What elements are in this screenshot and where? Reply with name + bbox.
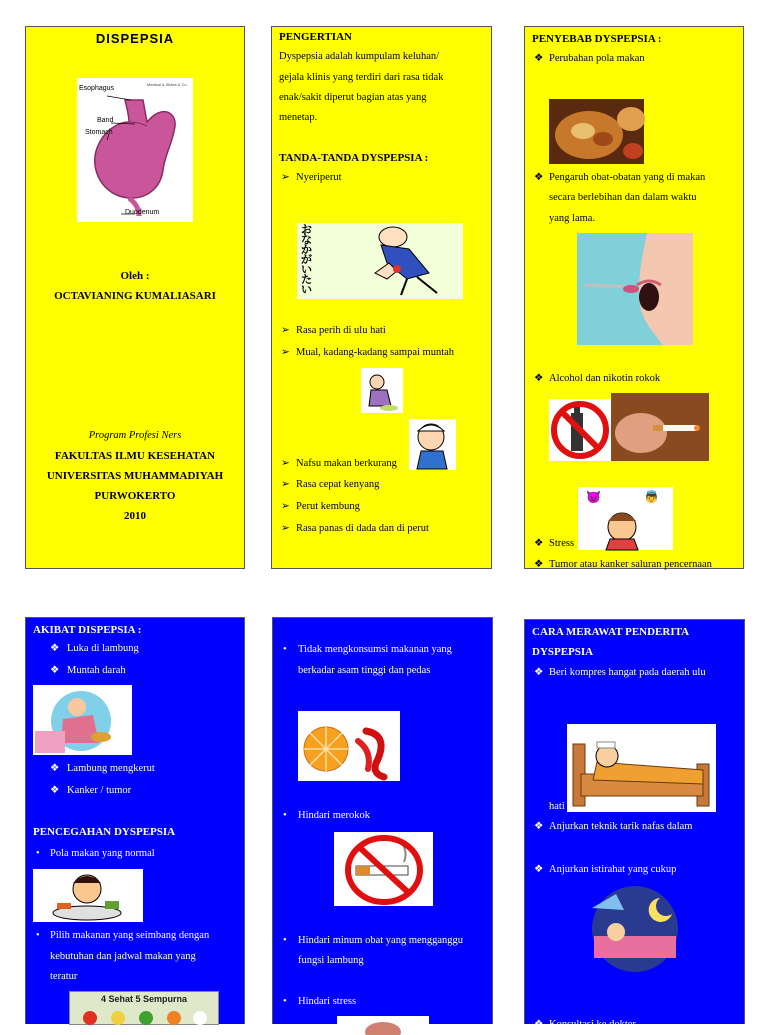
prevention-item: teratur — [50, 971, 78, 982]
prevention-heading: PENCEGAHAN DYSPEPSIA — [33, 826, 176, 838]
duodenum-label: Duodenum — [125, 209, 160, 216]
orange-chili-image — [298, 711, 400, 781]
diamond-bullet-icon: ❖ — [534, 53, 544, 64]
image-credit: Medical & Slides & Co. — [147, 82, 188, 87]
diamond-bullet-icon: ❖ — [534, 667, 544, 678]
band-label: Band — [97, 117, 114, 124]
food-image — [549, 99, 644, 164]
care-item: Konsultasi ke dokter — [549, 1019, 636, 1030]
arrow-bullet-icon: ➢ — [281, 479, 290, 490]
round-bullet-icon: • — [36, 930, 40, 941]
cover-panel — [25, 26, 245, 569]
prevention-item: Hindari minum obat yang mengganggu — [298, 935, 464, 946]
brochure-title: DISPEPSIA — [95, 31, 175, 46]
diamond-bullet-icon: ❖ — [534, 559, 544, 570]
four-healthy-five-perfect-poster — [69, 991, 219, 1025]
prevention-item: Hindari stress — [298, 996, 357, 1007]
signs-heading: TANDA-TANDA DYSPEPSIA : — [279, 152, 429, 164]
prevention-item: Pola makan yang normal — [50, 848, 155, 859]
stomach-label: Stomach — [85, 129, 113, 136]
sign-item: Mual, kadang-kadang sampai muntah — [296, 347, 455, 358]
poster-title: 4 Sehat 5 Sempurna — [100, 994, 188, 1004]
effects-heading: AKIBAT DISPEPSIA : — [33, 624, 142, 636]
cause-item: Perubahan pola makan — [549, 53, 645, 64]
year: 2010 — [124, 510, 146, 522]
diamond-bullet-icon: ❖ — [50, 763, 60, 774]
city-name: PURWOKERTO — [94, 490, 176, 502]
round-bullet-icon: • — [283, 996, 287, 1007]
by-label: Oleh : — [120, 270, 150, 282]
sign-item: Rasa panas di dada dan di perut — [296, 523, 429, 534]
sick-person-image — [33, 685, 132, 755]
stress-cartoon-image — [578, 487, 673, 550]
japanese-text: おなかがいたい — [301, 223, 312, 296]
effect-item: Lambung mengkerut — [67, 763, 155, 774]
nausea-cartoon-image — [361, 368, 403, 413]
svg-text:😈: 😈 — [586, 490, 601, 504]
arrow-bullet-icon: ➢ — [281, 523, 290, 534]
prevention-continued-panel — [272, 617, 493, 1024]
round-bullet-icon: • — [283, 810, 287, 821]
sign-item: Nyeriperut — [296, 172, 342, 183]
care-item: Beri kompres hangat pada daerah ulu — [549, 667, 706, 678]
effect-item: Muntah darah — [67, 665, 126, 676]
effect-item: Luka di lambung — [67, 643, 139, 654]
diamond-bullet-icon: ❖ — [534, 373, 544, 384]
prevention-item: kebutuhan dan jadwal makan yang — [50, 951, 196, 962]
care-panel — [524, 619, 745, 1030]
prevention-item: fungsi lambung — [298, 955, 364, 966]
svg-text:👼: 👼 — [644, 490, 659, 504]
sick-in-bed-image — [567, 724, 716, 812]
sign-item: Perut kembung — [296, 501, 360, 512]
care-heading: CARA MERAWAT PENDERITA — [532, 626, 690, 638]
effects-prevention-panel — [25, 617, 245, 1024]
cause-item: Tumor atau kanker saluran pencernaan — [549, 559, 712, 570]
causes-panel — [524, 26, 744, 569]
sign-item: Nafsu makan berkurang — [296, 458, 397, 469]
medicine-spoon-image — [577, 233, 693, 345]
arrow-bullet-icon: ➢ — [281, 458, 290, 469]
eating-child-image — [33, 869, 143, 922]
causes-heading: PENYEBAB DYSPEPSIA : — [532, 33, 662, 45]
sign-item: Rasa perih di ulu hati — [296, 325, 386, 336]
arrow-bullet-icon: ➢ — [281, 501, 290, 512]
diamond-bullet-icon: ❖ — [534, 821, 544, 832]
cause-item: Pengaruh obat-obatan yang di makan — [549, 172, 706, 183]
care-item: Anjurkan teknik tarik nafas dalam — [549, 821, 693, 832]
stomachache-cartoon-image — [297, 223, 463, 299]
no-smoking-icon — [334, 832, 433, 906]
cause-item: Alcohol dan nikotin rokok — [549, 373, 661, 384]
diamond-bullet-icon: ❖ — [50, 643, 60, 654]
care-item: Anjurkan istirahat yang cukup — [549, 864, 677, 875]
definition-heading: PENGERTIAN — [279, 31, 352, 43]
university-name: UNIVERSITAS MUHAMMADIYAH — [46, 470, 224, 482]
care-item-continued: hati — [549, 801, 565, 812]
definition-line: Dyspepsia adalah kumpulam keluhan/ — [279, 51, 440, 62]
definition-panel — [271, 26, 492, 569]
round-bullet-icon: • — [283, 935, 287, 946]
stress-face-image — [337, 1016, 429, 1025]
cause-item: secara berlebihan dan dalam waktu — [549, 192, 697, 203]
diamond-bullet-icon: ❖ — [534, 1019, 544, 1030]
arrow-bullet-icon: ➢ — [281, 172, 290, 183]
definition-line: menetap. — [279, 112, 318, 123]
definition-line: enak/sakit diperut bagian atas yang — [279, 92, 427, 103]
arrow-bullet-icon: ➢ — [281, 347, 290, 358]
faculty-name: FAKULTAS ILMU KESEHATAN — [54, 450, 216, 462]
effect-item: Kanker / tumor — [67, 785, 132, 796]
prevention-item: Hindari merokok — [298, 810, 371, 821]
round-bullet-icon: • — [36, 848, 40, 859]
diamond-bullet-icon: ❖ — [50, 785, 60, 796]
smoking-hand-image — [611, 393, 709, 461]
diamond-bullet-icon: ❖ — [534, 538, 544, 549]
no-alcohol-icon — [549, 399, 612, 461]
esophagus-label: Esophagus — [79, 85, 115, 92]
cause-item: Stress — [549, 538, 575, 549]
sleeping-night-image — [580, 884, 690, 974]
prevention-item: berkadar asam tinggi dan pedas — [298, 665, 431, 676]
diamond-bullet-icon: ❖ — [534, 172, 544, 183]
arrow-bullet-icon: ➢ — [281, 325, 290, 336]
prevention-item: Pilih makanan yang seimbang dengan — [50, 930, 210, 941]
definition-line: gejala klinis yang terdiri dari rasa tidak — [279, 72, 444, 83]
round-bullet-icon: • — [283, 644, 287, 655]
lost-appetite-cartoon-image — [409, 419, 456, 470]
sign-item: Rasa cepat kenyang — [296, 479, 380, 490]
program-name: Program Profesi Ners — [88, 430, 182, 441]
diamond-bullet-icon: ❖ — [534, 864, 544, 875]
author-name: OCTAVIANING KUMALIASARI — [54, 290, 216, 302]
stomach-anatomy-image — [77, 78, 193, 222]
diamond-bullet-icon: ❖ — [50, 665, 60, 676]
care-heading: DYSPEPSIA — [532, 646, 594, 658]
cause-item: yang lama. — [549, 213, 596, 224]
prevention-item: Tidak mengkonsumsi makanan yang — [298, 644, 452, 655]
